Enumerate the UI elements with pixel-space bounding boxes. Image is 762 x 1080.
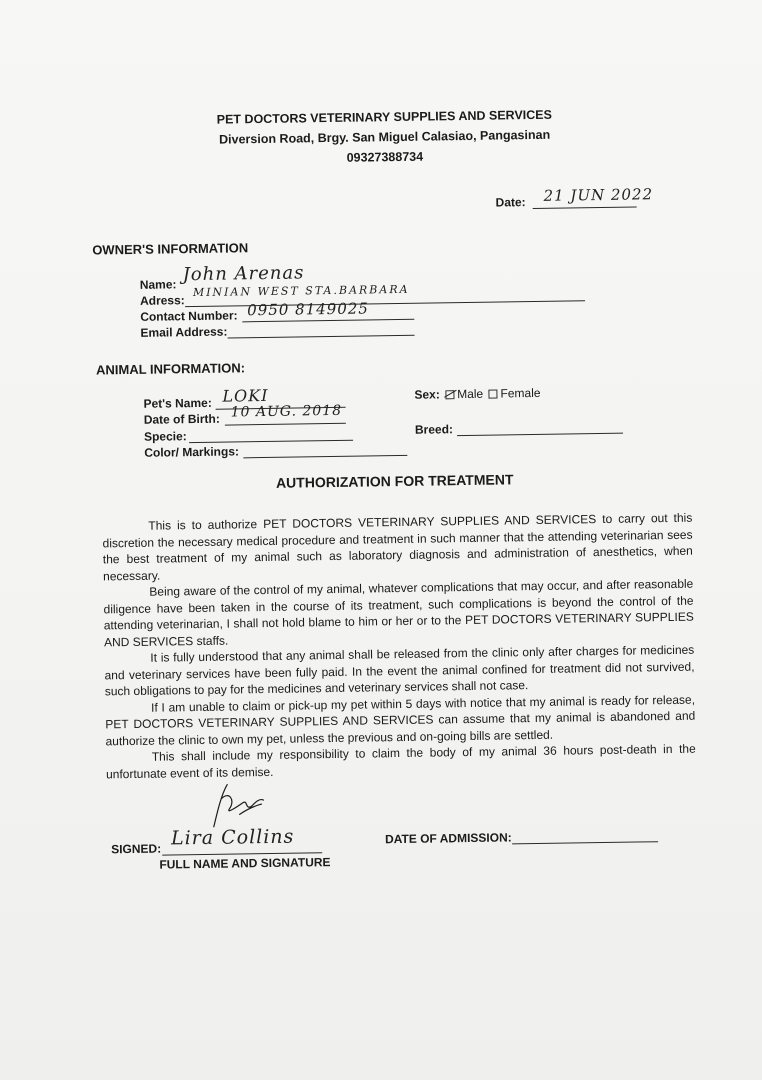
date-of-admission-label: DATE OF ADMISSION: xyxy=(384,830,512,847)
animal-section-title: ANIMAL INFORMATION: xyxy=(95,360,246,378)
authorization-paragraph: Being aware of the control of my animal, whatever complications that may occur, and after reasonable diligence have been taken in the course of its treatment, such complications is beyond the control of the attending veterinarian, I shall not hold blame to him or her or to the PET DOCTORS VETERINARY SUPPLIES AND SERVICES staffs. xyxy=(103,576,694,649)
company-phone: 09327388734 xyxy=(346,149,424,165)
owner-address-line xyxy=(185,300,585,307)
date-of-admission-line xyxy=(512,841,658,844)
email-label: Email Address: xyxy=(140,324,228,340)
female-checkbox[interactable] xyxy=(488,390,497,399)
authorization-paragraph: If I am unable to claim or pick-up my pet within 5 days with notice that my animal is ready for release, PET DOCTORS VETERINARY SUPPLIES AND SERVICES can assume that my animal is abandoned and authorize the clinic to own my pet, unless the previous and on-going bills are settled. xyxy=(105,692,696,748)
signed-name-value: Lira Collins xyxy=(170,825,295,850)
authorization-paragraph: This is to authorize PET DOCTORS VETERINARY SUPPLIES AND SERVICES to carry out this discretion the necessary medical procedure and treatment in such manner that the attending veterinarian sees the best treatment of my animal such as laboratory diagnosis and administration of anesthetics, when necessary. xyxy=(102,510,693,583)
authorization-paragraph: It is fully understood that any animal shall be released from the clinic only after charges for medicines and veterinary services have been fully paid. In the event the animal confined for treatment did not survived, such obligations to pay for the medicines and veterinary services shall not case. xyxy=(104,642,695,699)
date-label: Date: xyxy=(495,195,526,210)
authorization-body xyxy=(102,510,696,783)
owner-address-value: MINIAN WEST STA.BARBARA xyxy=(192,282,410,300)
sex-female-option[interactable] xyxy=(486,386,540,401)
pet-name-value: LOKI xyxy=(222,385,269,406)
dob-label: Date of Birth: xyxy=(143,411,220,427)
dob-value: 10 AUG. 2018 xyxy=(230,402,343,421)
owner-name-label: Name: xyxy=(139,277,177,292)
date-value: 21 JUN 2022 xyxy=(543,185,654,205)
contact-number-line xyxy=(242,319,414,323)
owner-name-value: John Arenas xyxy=(182,262,305,286)
specie-label: Specie: xyxy=(143,429,187,444)
company-address: Diversion Road, Brgy. San Miguel Calasiao, Pangasinan xyxy=(218,127,551,147)
dob-line xyxy=(225,423,346,426)
sex-male-option[interactable] xyxy=(443,387,483,402)
specie-line xyxy=(189,440,353,443)
authorization-paragraph: This shall include my responsibility to claim the body of my animal 36 hours post-death in the unfortunate event of its demise. xyxy=(105,741,696,781)
date-line xyxy=(533,206,637,209)
color-markings-line xyxy=(243,455,407,458)
sex-field xyxy=(414,386,540,402)
breed-line xyxy=(457,433,623,436)
pet-name-label: Pet's Name: xyxy=(143,395,212,411)
owner-section-title: OWNER'S INFORMATION xyxy=(92,240,249,258)
signature-caption: FULL NAME AND SIGNATURE xyxy=(159,855,331,872)
email-line xyxy=(228,335,415,339)
signed-label: SIGNED: xyxy=(111,841,162,857)
sex-label: Sex: xyxy=(414,387,440,402)
signature-scribble xyxy=(199,780,280,831)
color-markings-label: Color/ Markings: xyxy=(144,444,240,460)
owner-address-label: Adress: xyxy=(139,293,185,308)
contact-number-label: Contact Number: xyxy=(140,308,238,324)
contact-number-value: 0950 8149025 xyxy=(247,299,370,320)
breed-label: Breed: xyxy=(414,422,454,437)
company-name: PET DOCTORS VETERINARY SUPPLIES AND SERVICES xyxy=(216,107,553,127)
sex-female-label: Female xyxy=(500,385,541,401)
sex-male-label: Male xyxy=(457,386,484,402)
authorization-title: AUTHORIZATION FOR TREATMENT xyxy=(275,471,514,491)
